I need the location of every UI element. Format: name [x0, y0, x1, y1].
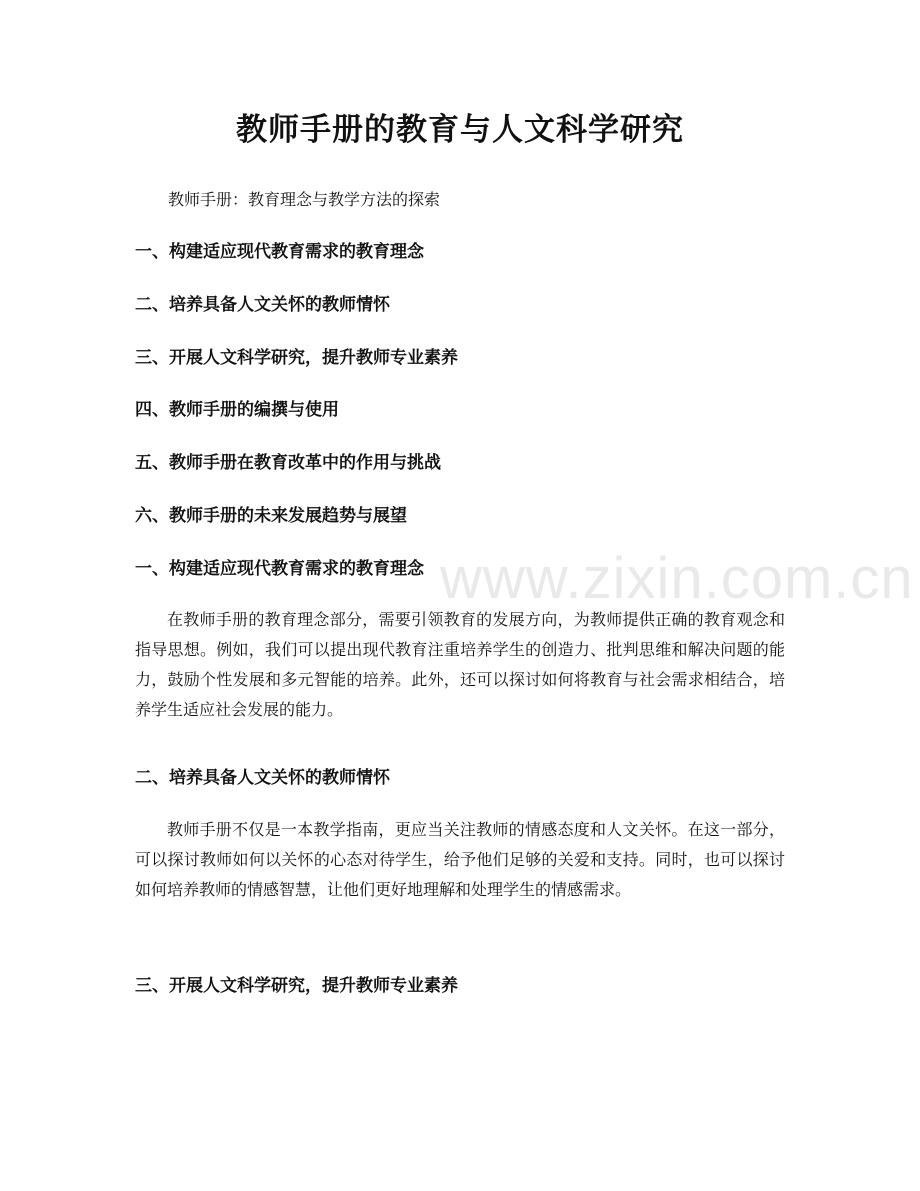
toc-item-4: 四、教师手册的编撰与使用 — [135, 400, 339, 420]
toc-item-2: 二、培养具备人文关怀的教师情怀 — [135, 295, 390, 315]
section-1-heading: 一、构建适应现代教育需求的教育理念 — [135, 559, 424, 579]
document-subtitle: 教师手册：教育理念与教学方法的探索 — [168, 190, 441, 209]
document-title: 教师手册的教育与人文科学研究 — [236, 112, 684, 148]
toc-item-3: 三、开展人文科学研究，提升教师专业素养 — [135, 348, 458, 368]
toc-item-1: 一、构建适应现代教育需求的教育理念 — [135, 242, 424, 262]
toc-item-6: 六、教师手册的未来发展趋势与展望 — [135, 506, 407, 526]
section-1-body: 在教师手册的教育理念部分，需要引领教育的发展方向，为教师提供正确的教育观念和指导思想。例如，我们可以提出现代教育注重培养学生的创造力、批判思维和解决问题的能力，鼓励个性发展和多元智能的培养。此外，还可以探讨如何将教育与社会需求相结合，培养学生适应社会发展的能力。 — [135, 610, 785, 719]
toc-item-5: 五、教师手册在教育改革中的作用与挑战 — [135, 453, 441, 473]
watermark-text: www.zixin.com.cn — [440, 546, 914, 611]
section-3-heading: 三、开展人文科学研究，提升教师专业素养 — [135, 976, 458, 996]
section-2-heading: 二、培养具备人文关怀的教师情怀 — [135, 768, 390, 788]
section-2-body: 教师手册不仅是一本教学指南，更应当关注教师的情感态度和人文关怀。在这一部分，可以探讨教师如何以关怀的心态对待学生，给予他们足够的关爱和支持。同时，也可以探讨如何培养教师的情感智慧，让他们更好地理解和处理学生的情感需求。 — [135, 820, 785, 899]
